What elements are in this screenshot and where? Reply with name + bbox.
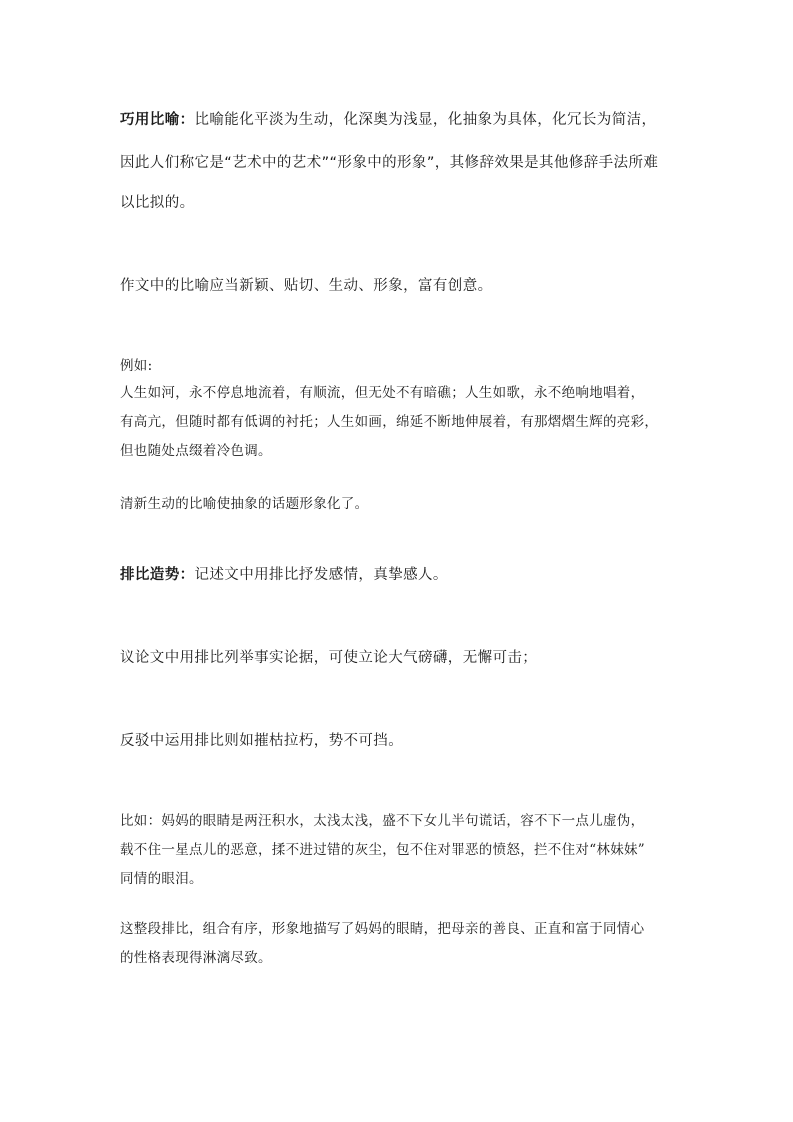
paragraph-metaphor-line1: [120, 108, 656, 129]
paragraph-metaphor-advice: 作文中的比喻应当新颖、贴切、生动、形象，富有创意。: [120, 278, 493, 294]
example2-line2: 载不住一星点儿的恶意，揉不进过错的灰尘，包不住对罪恶的愤怒，拦不住对“林妹妹”: [120, 842, 646, 858]
example1-line3: 但也随处点缀着冷色调。: [120, 443, 272, 459]
heading-parallelism: 排比造势：: [120, 567, 195, 583]
example1-line1: 人生如河，永不停息地流着，有顺流，但无处不有暗礁；人生如歌，永不绝响地唱着，: [120, 385, 645, 401]
paragraph-metaphor-line2: 因此人们称它是“艺术中的艺术”“形象中的形象”，其修辞效果是其他修辞手法所难: [120, 155, 659, 171]
example1-comment: 清新生动的比喻使抽象的话题形象化了。: [120, 496, 369, 512]
example2-comment-line2: 的性格表现得淋漓尽致。: [120, 950, 272, 966]
paragraph-metaphor-line3: 以比拟的。: [120, 195, 195, 211]
metaphor-text: 比喻能化平淡为生动，化深奥为浅显，化抽象为具体，化冗长为简洁，: [194, 112, 657, 128]
example1-line2: 有高亢，但随时都有低调的衬托；人生如画，绵延不断地伸展着，有那熠熠生辉的亮彩，: [120, 414, 659, 430]
paragraph-parallelism-argument: 议论文中用排比列举事实论据，可使立论大气磅礴，无懈可击；: [120, 650, 538, 666]
example2-line1: 比如：妈妈的眼睛是两汪积水，太浅太浅，盛不下女儿半句谎话，容不下一点儿虚伪，: [120, 813, 645, 829]
heading-metaphor: 巧用比喻：: [120, 112, 195, 128]
example2-comment-line1: 这整段排比，组合有序，形象地描写了妈妈的眼睛，把母亲的善良、正直和富于同情心: [120, 921, 645, 937]
example2-line3: 同情的眼泪。: [120, 871, 203, 887]
paragraph-parallelism-line1: [120, 563, 448, 584]
parallelism-text: 记述文中用排比抒发感情，真挚感人。: [194, 567, 448, 583]
example1-label: 例如:: [120, 358, 153, 374]
paragraph-parallelism-rebuttal: 反驳中运用排比则如摧枯拉朽，势不可挡。: [120, 733, 404, 749]
